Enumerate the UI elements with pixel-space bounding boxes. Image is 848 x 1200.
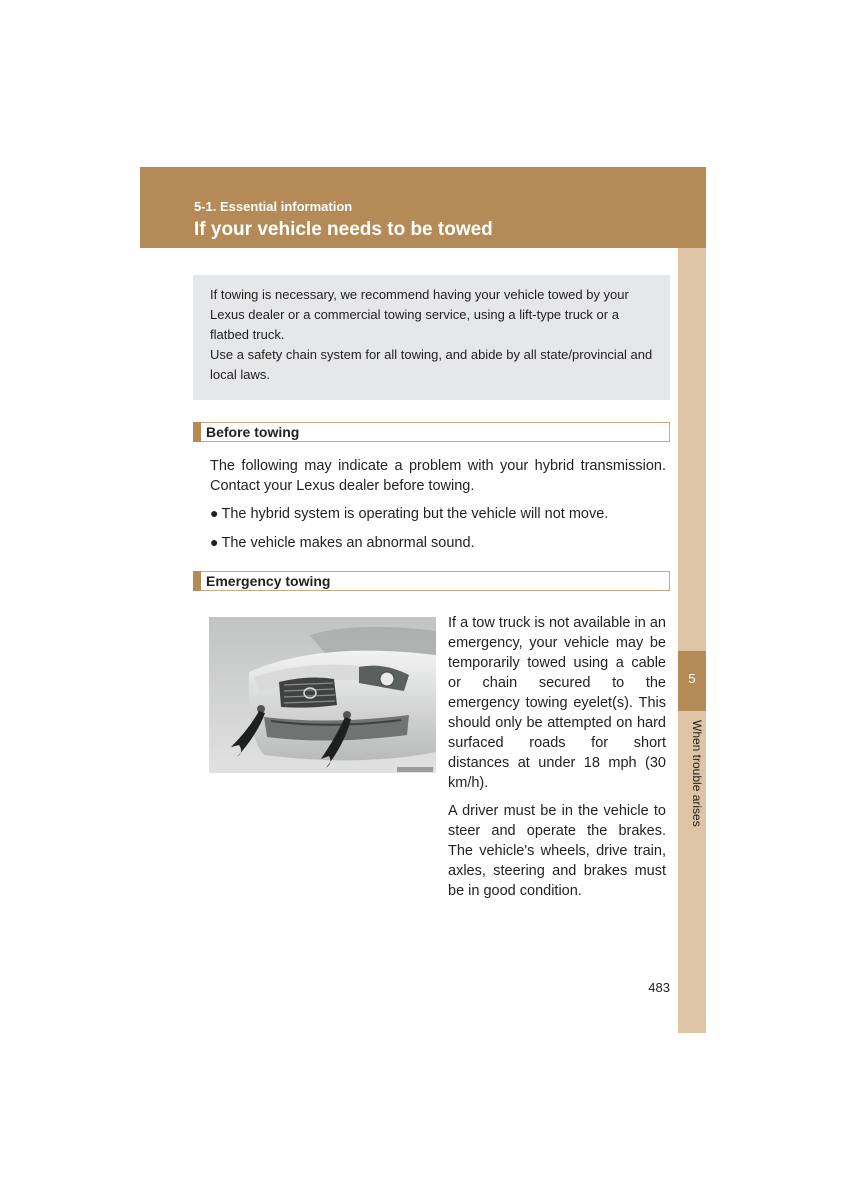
bullet-icon: ● bbox=[210, 534, 219, 550]
heading-label: Before towing bbox=[206, 424, 300, 440]
chapter-number-box bbox=[678, 651, 706, 711]
emergency-towing-text: If a tow truck is not available in an emergency, your vehicle may be temporarily towed using a cable or chain secured to the emergency towing eyelet(s). This should only be attempted on hard surfaced roads for short distances at under 18 mph (30 km/h). A driver must be in the vehicle to steer and operate the brakes. The vehicle's wheels, drive train, axles, steering and brakes must be in good condition. bbox=[448, 615, 666, 899]
page-number: 483 bbox=[648, 980, 670, 995]
intro-box bbox=[193, 275, 670, 400]
page-title: If your vehicle needs to be towed bbox=[194, 219, 493, 240]
intro-paragraph: If towing is necessary, we recommend having your vehicle towed by your Lexus dealer or a commercial towing service, using a lift-type truck or a flatbed truck. bbox=[210, 287, 629, 342]
heading-marker bbox=[193, 571, 201, 591]
before-towing-text: The following may indicate a problem with your hybrid transmission. Contact your Lexus dealer before towing. bbox=[210, 458, 666, 494]
chapter-side-tab bbox=[678, 248, 706, 1033]
before-towing-heading bbox=[193, 422, 670, 442]
bullet-item bbox=[210, 505, 608, 522]
bullet-text: The vehicle makes an abnormal sound. bbox=[221, 535, 475, 551]
header-band bbox=[140, 167, 706, 248]
chapter-number: 5 bbox=[688, 671, 696, 686]
intro-text bbox=[210, 285, 660, 385]
bullet-text: The hybrid system is operating but the vehicle will not move. bbox=[221, 506, 609, 522]
towing-eyelet-photo bbox=[209, 617, 436, 773]
bullet-item bbox=[210, 534, 475, 551]
chapter-title: When trouble arises bbox=[690, 720, 704, 827]
bullet-icon: ● bbox=[210, 505, 219, 521]
car-front-illustration bbox=[209, 617, 436, 773]
heading-label: Emergency towing bbox=[206, 573, 331, 589]
intro-paragraph: Use a safety chain system for all towing, and abide by all state/provincial and local laws. bbox=[210, 347, 653, 382]
section-label: 5-1. Essential information bbox=[194, 199, 353, 214]
emergency-towing-heading bbox=[193, 571, 670, 591]
heading-marker bbox=[193, 422, 201, 442]
